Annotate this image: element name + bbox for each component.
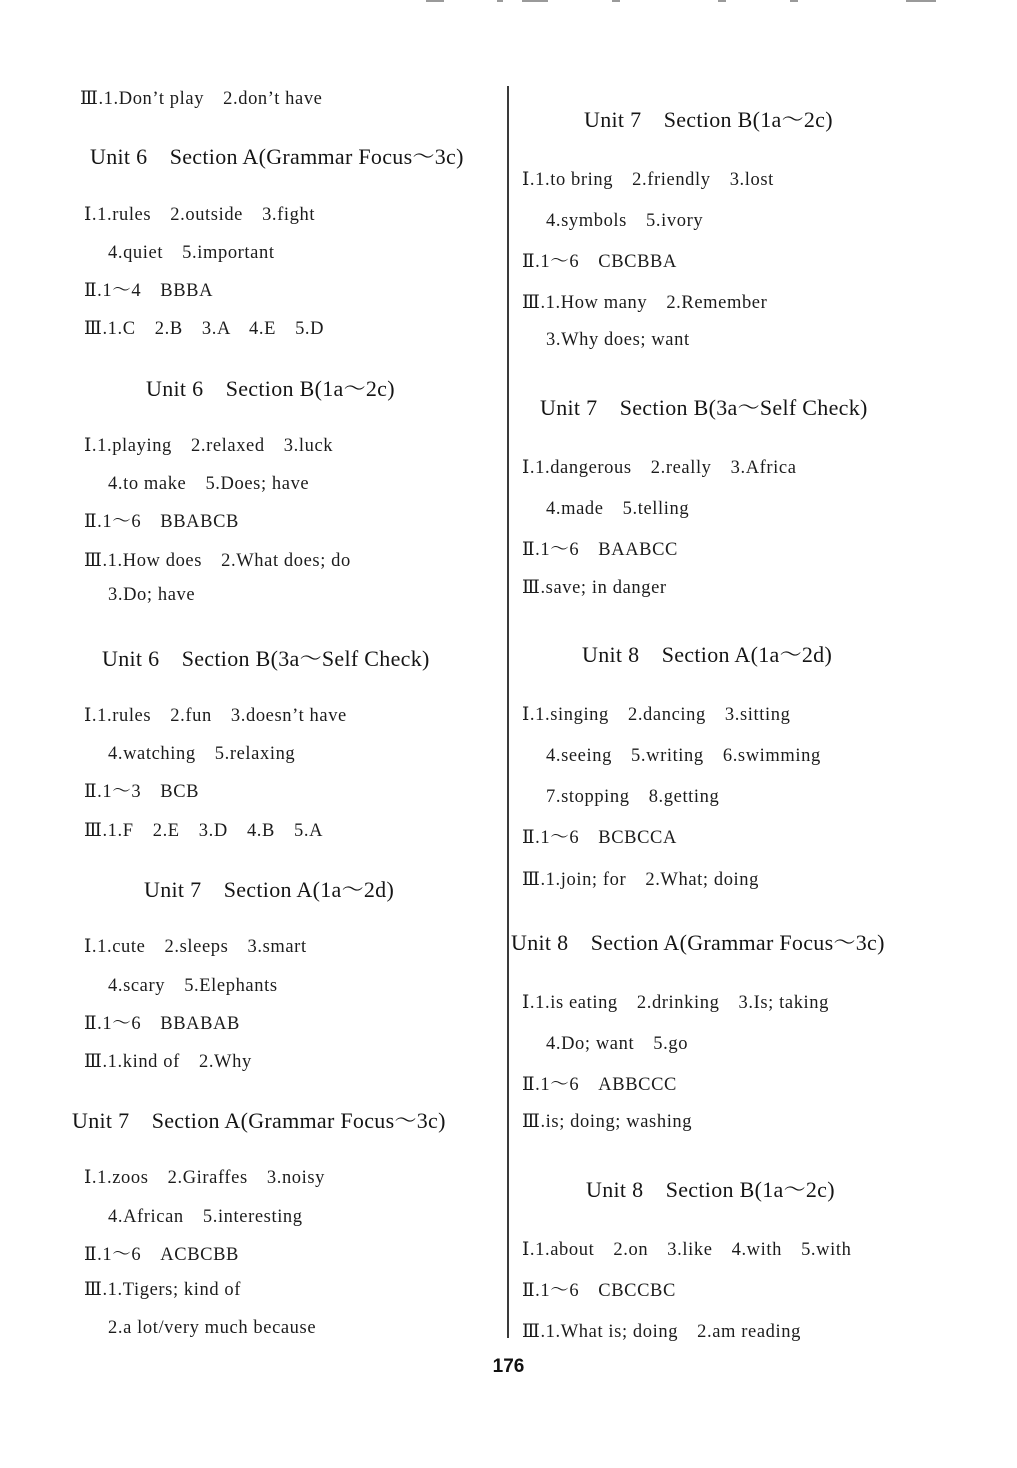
answer-line: Ⅱ.1～6 BBABCB: [84, 512, 239, 532]
answer-line: 7.stopping 8.getting: [546, 787, 720, 807]
section-heading: Unit 7 Section B(3a～Self Check): [540, 395, 868, 420]
section-heading: Unit 6 Section B(1a～2c): [146, 376, 395, 401]
answer-line: 4.made 5.telling: [546, 499, 690, 519]
section-heading: Unit 8 Section A(1a～2d): [582, 642, 833, 667]
answer-line: Ⅰ.1.cute 2.sleeps 3.smart: [84, 937, 307, 957]
section-heading: Unit 7 Section A(Grammar Focus～3c): [72, 1108, 446, 1133]
answer-line: Ⅰ.1.about 2.on 3.like 4.with 5.with: [522, 1240, 852, 1260]
answer-line: Ⅲ.1.Don’t play 2.don’t have: [80, 89, 323, 109]
section-heading: Unit 6 Section A(Grammar Focus～3c): [90, 144, 464, 169]
answer-line: 4.quiet 5.important: [108, 243, 275, 263]
answer-line: Ⅰ.1.rules 2.outside 3.fight: [84, 205, 316, 225]
answer-line: Ⅲ.1.What is; doing 2.am reading: [522, 1322, 801, 1342]
answer-line: Ⅱ.1～6 BBABAB: [84, 1014, 240, 1034]
answer-line: Ⅱ.1～6 CBCBBA: [522, 252, 677, 272]
answer-line: Ⅰ.1.to bring 2.friendly 3.lost: [522, 170, 774, 190]
answer-line: Ⅲ.1.C 2.B 3.A 4.E 5.D: [84, 319, 325, 339]
answer-line: 2.a lot/very much because: [108, 1318, 317, 1338]
answer-line: Ⅰ.1.rules 2.fun 3.doesn’t have: [84, 706, 347, 726]
answer-line: Ⅰ.1.dangerous 2.really 3.Africa: [522, 458, 797, 478]
page-number: 176: [492, 1356, 525, 1377]
answer-line: Ⅲ.is; doing; washing: [522, 1112, 693, 1132]
answer-line: Ⅱ.1～6 BAABCC: [522, 540, 678, 560]
section-heading: Unit 8 Section B(1a～2c): [586, 1177, 835, 1202]
answer-line: 4.to make 5.Does; have: [108, 474, 310, 494]
scan-edge-marks: [0, 0, 1017, 4]
answer-line: 4.symbols 5.ivory: [546, 211, 704, 231]
answer-line: Ⅱ.1～3 BCB: [84, 782, 200, 802]
answer-line: Ⅱ.1～6 ABBCCC: [522, 1075, 677, 1095]
answer-line: 3.Do; have: [108, 585, 196, 605]
answer-line: Ⅱ.1～6 CBCCBC: [522, 1281, 676, 1301]
answer-line: 4.watching 5.relaxing: [108, 744, 296, 764]
answer-line: Ⅲ.1.F 2.E 3.D 4.B 5.A: [84, 821, 324, 841]
answer-line: Ⅲ.1.How many 2.Remember: [522, 293, 768, 313]
answer-line: Ⅱ.1～6 ACBCBB: [84, 1245, 239, 1265]
answer-line: 4.Do; want 5.go: [546, 1034, 689, 1054]
column-divider: [507, 86, 509, 1338]
answer-line: Ⅰ.1.singing 2.dancing 3.sitting: [522, 705, 791, 725]
answer-line: 4.African 5.interesting: [108, 1207, 303, 1227]
answer-line: Ⅱ.1～4 BBBA: [84, 281, 214, 301]
answer-line: Ⅰ.1.playing 2.relaxed 3.luck: [84, 436, 334, 456]
answer-line: Ⅱ.1～6 BCBCCA: [522, 828, 677, 848]
answer-line: Ⅲ.save; in danger: [522, 578, 667, 598]
answer-line: Ⅰ.1.zoos 2.Giraffes 3.noisy: [84, 1168, 326, 1188]
section-heading: Unit 7 Section B(1a～2c): [584, 107, 833, 132]
answer-line: Ⅲ.1.Tigers; kind of: [84, 1280, 242, 1300]
section-heading: Unit 6 Section B(3a～Self Check): [102, 646, 430, 671]
answer-line: 4.seeing 5.writing 6.swimming: [546, 746, 821, 766]
answer-line: 4.scary 5.Elephants: [108, 976, 278, 996]
answer-line: Ⅲ.1.kind of 2.Why: [84, 1052, 252, 1072]
answer-line: Ⅰ.1.is eating 2.drinking 3.Is; taking: [522, 993, 829, 1013]
answer-line: Ⅲ.1.join; for 2.What; doing: [522, 870, 759, 890]
section-heading: Unit 7 Section A(1a～2d): [144, 877, 395, 902]
answer-line: Ⅲ.1.How does 2.What does; do: [84, 551, 351, 571]
answer-line: 3.Why does; want: [546, 330, 690, 350]
section-heading: Unit 8 Section A(Grammar Focus～3c): [511, 930, 885, 955]
